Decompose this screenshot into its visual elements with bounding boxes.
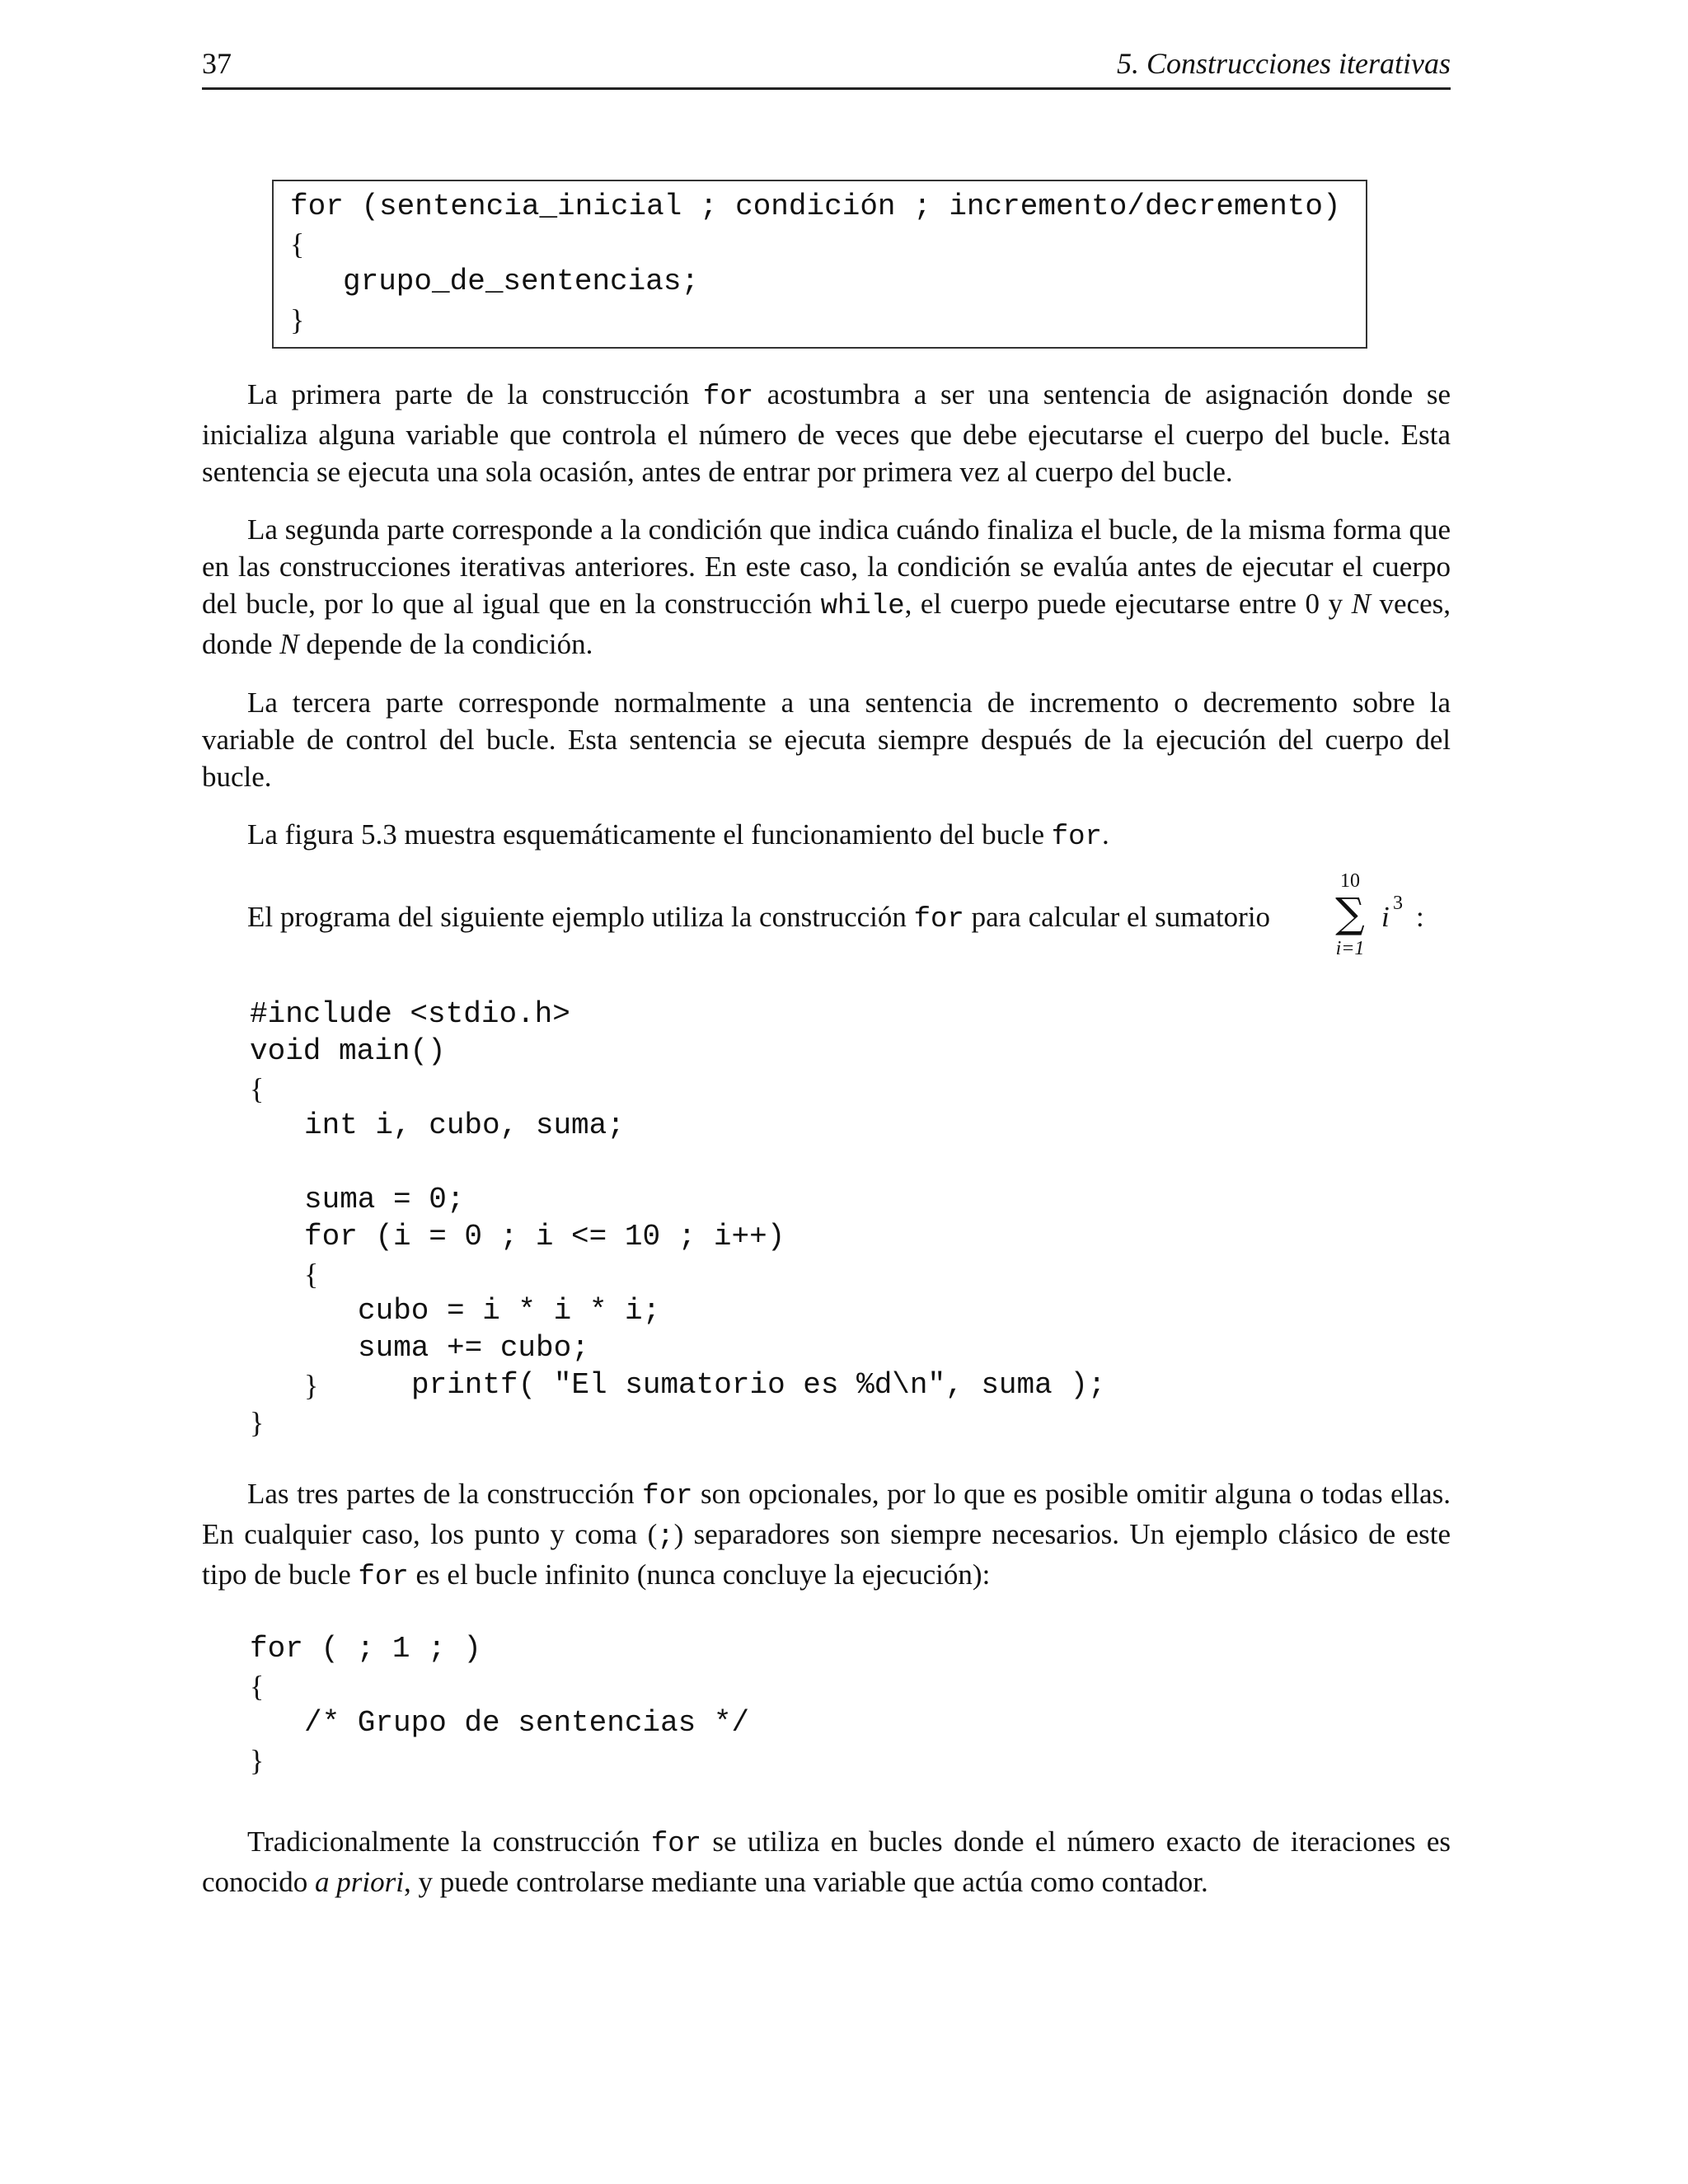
paragraph	[202, 684, 1451, 795]
text: , y puede controlarse mediante una variable que actúa como contador.	[404, 1866, 1208, 1898]
inline-code: for	[650, 1829, 702, 1860]
text: depende de la condición.	[306, 628, 593, 660]
text: para calcular el sumatorio	[971, 901, 1271, 933]
page-header	[202, 43, 1451, 90]
sum-lower-limit: i=1	[1335, 938, 1365, 959]
summation-symbol: ∑	[1335, 889, 1365, 937]
inline-code: for	[1051, 822, 1102, 853]
text: , el cuerpo puede ejecutarse entre 0 y	[904, 588, 1343, 620]
code-line: {	[304, 1258, 319, 1291]
inline-code: for	[702, 382, 754, 413]
sum-upper-limit: 10	[1340, 870, 1360, 892]
syntax-line: }	[290, 303, 305, 336]
text: Las tres partes de la construcción	[247, 1478, 635, 1510]
code-line: }	[304, 1369, 319, 1402]
text: El programa del siguiente ejemplo utiliza la construcción	[247, 901, 907, 933]
emphasis: a priori	[315, 1866, 404, 1898]
code-line: suma = 0;	[304, 1183, 465, 1216]
math-variable: N	[279, 628, 299, 660]
for-syntax-box	[272, 180, 1367, 349]
code-line: #include <stdio.h>	[250, 997, 570, 1031]
code-line: /* Grupo de sentencias */	[304, 1706, 750, 1740]
text: acostumbra a ser una sentencia de asignación donde se inicializa alguna variable que controla el número de veces que debe ejecutarse el cuerpo del bucle. Esta sentencia se ejecuta una sola ocasión, antes de entrar por primera vez al cuerpo del bucle.	[202, 378, 1451, 488]
text: ) separadores son siempre necesarios. Un ejemplo clásico de este tipo de bucle	[202, 1518, 1451, 1591]
code-line: void main()	[250, 1034, 446, 1068]
code-line: suma += cubo;	[358, 1331, 589, 1365]
text: La primera parte de la construcción	[247, 378, 690, 410]
paragraph	[202, 816, 1451, 856]
paragraph	[247, 898, 1270, 939]
code-line: int i, cubo, suma;	[304, 1108, 625, 1142]
inline-code: for	[358, 1562, 409, 1593]
paragraph	[202, 511, 1451, 663]
text: es el bucle infinito (nunca concluye la ejecución):	[415, 1558, 991, 1591]
code-line: cubo = i * i * i;	[358, 1294, 661, 1328]
text: se utiliza en bucles donde el número exacto de iteraciones es conocido	[202, 1825, 1451, 1898]
text: Tradicionalmente la construcción	[247, 1825, 640, 1858]
code-line: }	[250, 1406, 265, 1439]
sum-term: i	[1381, 901, 1390, 933]
text: La tercera parte corresponde normalmente a una sentencia de incremento o decremento sobre la variable de control del bucle. Esta sentencia se ejecuta siempre después de la ejecución del cuerpo del bucle.	[202, 687, 1451, 793]
inline-code: for	[642, 1481, 693, 1512]
text: son opcionales, por lo que es posible omitir alguna o todas ellas. En cualquier caso, los punto y coma (	[202, 1478, 1451, 1550]
sum-exponent: 3	[1393, 893, 1403, 914]
inline-code: while	[820, 591, 905, 622]
math-variable: N	[1351, 588, 1371, 620]
inline-code: for	[913, 904, 964, 935]
paragraph	[202, 376, 1451, 490]
text: La segunda parte corresponde a la condición que indica cuándo finaliza el bucle, de la misma forma que en las construcciones iterativas anteriores. En este caso, la condición se evalúa antes de ejecutar el cuerpo del bucle, por lo que al igual que en la construcción	[202, 513, 1451, 620]
code-line: printf( "El sumatorio es %d\n", suma );	[411, 1368, 1106, 1402]
code-line: for (i = 0 ; i <= 10 ; i++)	[304, 1220, 785, 1254]
page-number: 37	[202, 47, 232, 80]
text: .	[1101, 818, 1109, 851]
code-line: }	[250, 1744, 265, 1777]
code-line: {	[250, 1072, 265, 1105]
paragraph	[202, 1475, 1451, 1596]
syntax-line: {	[290, 227, 305, 260]
paragraph	[202, 1823, 1451, 1900]
text: veces, donde	[202, 588, 1451, 660]
syntax-line: for (sentencia_inicial ; condición ; incremento/decremento)	[290, 190, 1341, 223]
code-line: {	[250, 1670, 265, 1703]
syntax-line: grupo_de_sentencias;	[343, 265, 700, 298]
chapter-title: 5. Construcciones iterativas	[1117, 47, 1451, 80]
text: La figura 5.3 muestra esquemáticamente el funcionamiento del bucle	[247, 818, 1044, 851]
code-line: for ( ; 1 ; )	[250, 1632, 481, 1666]
inline-code: ;	[657, 1521, 674, 1553]
colon: :	[1416, 901, 1424, 933]
